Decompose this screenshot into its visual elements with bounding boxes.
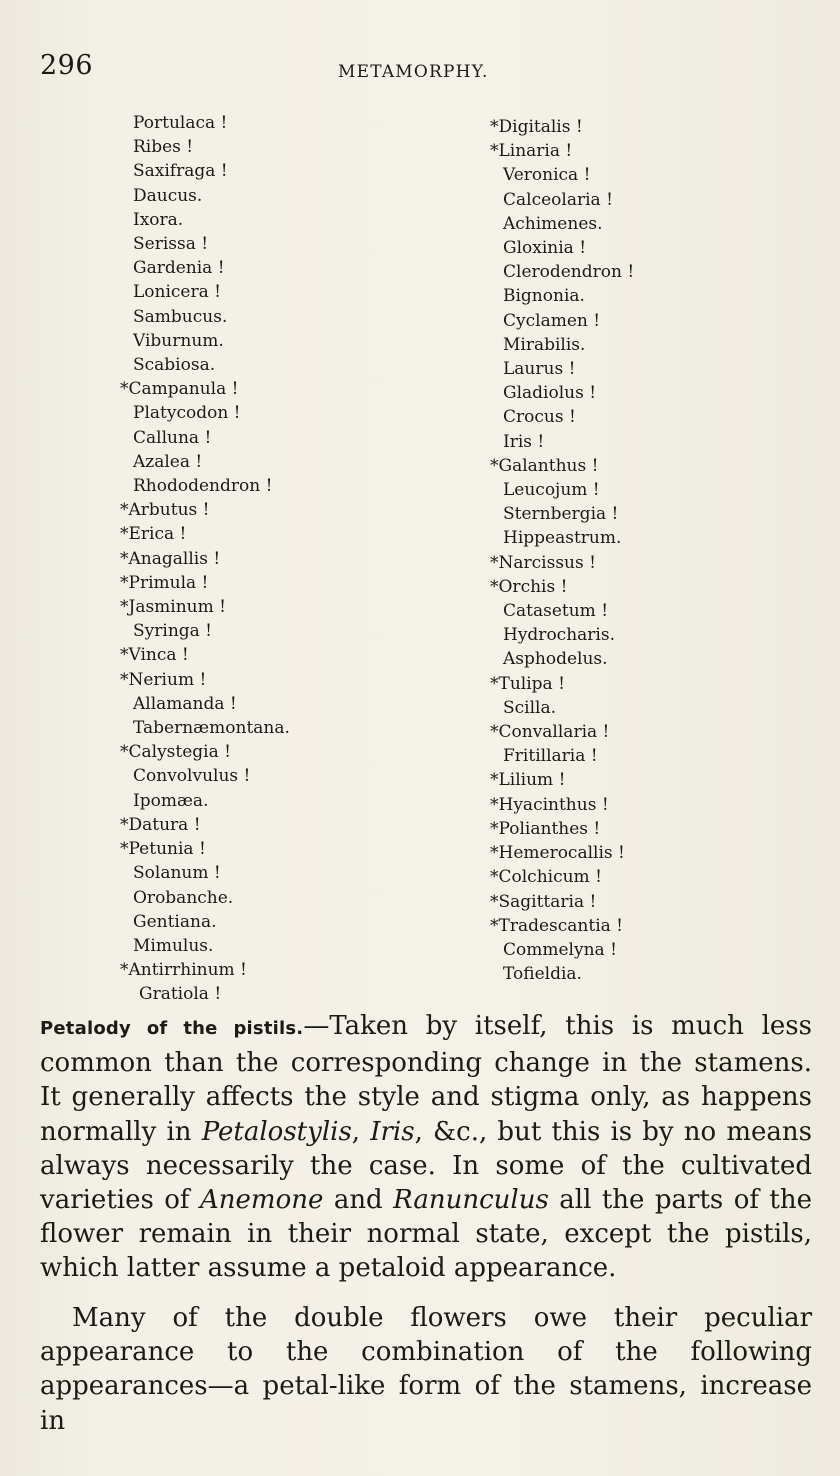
list-item: *Lilium !	[490, 770, 566, 791]
paragraph-double-flowers: Many of the double flowers owe their peculiar appearance to the combination of the following appearances—a petal-like form of the stamens, increase in	[40, 1303, 812, 1436]
list-item: Gloxinia !	[503, 238, 587, 259]
list-item: Orobanche.	[133, 887, 234, 908]
list-item: Commelyna !	[503, 939, 617, 960]
list-item: Scabiosa.	[133, 355, 216, 376]
list-item: Veronica !	[503, 165, 591, 186]
list-item: Lonicera !	[133, 282, 221, 303]
paragraph-text: ,	[351, 1116, 371, 1147]
list-item: Azalea !	[133, 451, 203, 472]
list-item: Allamanda !	[133, 693, 237, 714]
list-item: Crocus !	[503, 407, 576, 428]
list-item: Convolvulus !	[133, 766, 251, 787]
list-item: Sambucus.	[133, 306, 228, 327]
list-item: *Nerium !	[120, 669, 207, 690]
list-item: *Campanula !	[120, 379, 239, 400]
list-item: Fritillaria !	[503, 746, 598, 767]
list-item: *Vinca !	[120, 645, 189, 666]
list-item: *Primula !	[120, 572, 209, 593]
paragraph-text: , &c., but this is by no means always necessarily the case. In some of the cultivated varieties of	[40, 1116, 812, 1216]
paragraph-petalody-pistils	[40, 1009, 812, 1286]
list-item: *Digitalis !	[490, 117, 583, 137]
list-item: Rhododendron !	[133, 476, 273, 497]
list-item: Calceolaria !	[503, 189, 613, 210]
list-item: Asphodelus.	[503, 649, 608, 670]
list-item: *Calystegia !	[120, 742, 231, 763]
list-item: Tabernæmontana.	[133, 718, 290, 739]
list-item: Mirabilis.	[503, 334, 586, 355]
list-item: *Antirrhinum !	[120, 960, 247, 981]
list-item: *Narcissus !	[490, 552, 596, 573]
list-item: Hydrocharis.	[503, 625, 615, 646]
list-item: *Tulipa !	[490, 673, 565, 694]
list-item: *Hyacinthus !	[490, 794, 609, 815]
list-item: Gladiolus !	[503, 383, 597, 404]
list-item: Daucus.	[133, 185, 203, 206]
list-item: Platycodon !	[133, 403, 241, 424]
list-item: Ipomæa.	[133, 790, 209, 811]
list-item: Hippeastrum.	[503, 528, 622, 549]
genus-list-left	[120, 111, 290, 1007]
italic-genus: Iris	[370, 1116, 415, 1147]
list-item: Clerodendron !	[503, 262, 635, 283]
list-item: Iris !	[503, 431, 545, 452]
list-item: *Linaria !	[490, 141, 573, 162]
page-number: 296	[40, 50, 94, 81]
genus-list-right	[490, 115, 634, 986]
list-item: *Petunia !	[120, 839, 206, 860]
list-item: Laurus !	[503, 359, 576, 380]
list-item: Scilla.	[503, 697, 557, 718]
list-item: *Orchis !	[490, 576, 568, 597]
list-item: Achimenes.	[503, 213, 603, 234]
list-item: Bignonia.	[503, 286, 585, 307]
list-item: Syringa !	[133, 621, 213, 642]
list-item: *Arbutus !	[120, 500, 210, 521]
list-item: Sternbergia !	[503, 504, 619, 525]
list-item: Ribes !	[133, 137, 194, 158]
list-item: *Galanthus !	[490, 455, 599, 476]
list-item: *Polianthes !	[490, 818, 601, 839]
section-heading: Petalody of the pistils.	[40, 1018, 304, 1039]
list-item: Solanum !	[133, 863, 221, 884]
paragraph-text: and	[323, 1185, 394, 1216]
list-item: *Anagallis !	[120, 548, 221, 569]
list-item: *Tradescantia !	[490, 915, 624, 936]
list-item: Catasetum !	[503, 601, 609, 622]
italic-genus: Anemone	[200, 1185, 324, 1216]
list-item: *Convallaria !	[490, 722, 610, 743]
list-item: Gentiana.	[133, 911, 217, 932]
paragraph-text: all the parts of the flower remain in their normal state, except the pistils, which latter assume a petaloid appearance.	[40, 1185, 812, 1284]
list-item: *Jasminum !	[120, 597, 226, 618]
list-item: *Colchicum !	[490, 867, 602, 888]
list-item: Viburnum.	[133, 330, 224, 351]
list-item: Gratiola !	[139, 984, 222, 1005]
list-item: *Erica !	[120, 524, 187, 545]
list-item: *Hemerocallis !	[490, 843, 625, 864]
list-item: Calluna !	[133, 427, 212, 448]
list-item: Saxifraga !	[133, 161, 228, 182]
list-item: *Sagittaria !	[490, 891, 597, 912]
list-item: Portulaca !	[133, 113, 228, 133]
list-item: Gardenia !	[133, 258, 225, 279]
list-item: Serissa !	[133, 234, 209, 255]
paragraph-text: —Taken by itself, this is much less common than the corresponding change in the stamens. It generally affects the style and stigma only, as happens normally in	[40, 1011, 812, 1147]
list-item: Mimulus.	[133, 935, 214, 956]
list-item: Ixora.	[133, 209, 184, 230]
list-item: Cyclamen !	[503, 310, 601, 331]
italic-genus: Ranunculus	[393, 1185, 549, 1216]
list-item: *Datura !	[120, 814, 201, 835]
italic-genus: Petalostylis	[201, 1116, 352, 1147]
running-title: METAMORPHY.	[338, 62, 489, 82]
list-item: Tofieldia.	[503, 964, 582, 985]
list-item: Leucojum !	[503, 480, 600, 501]
